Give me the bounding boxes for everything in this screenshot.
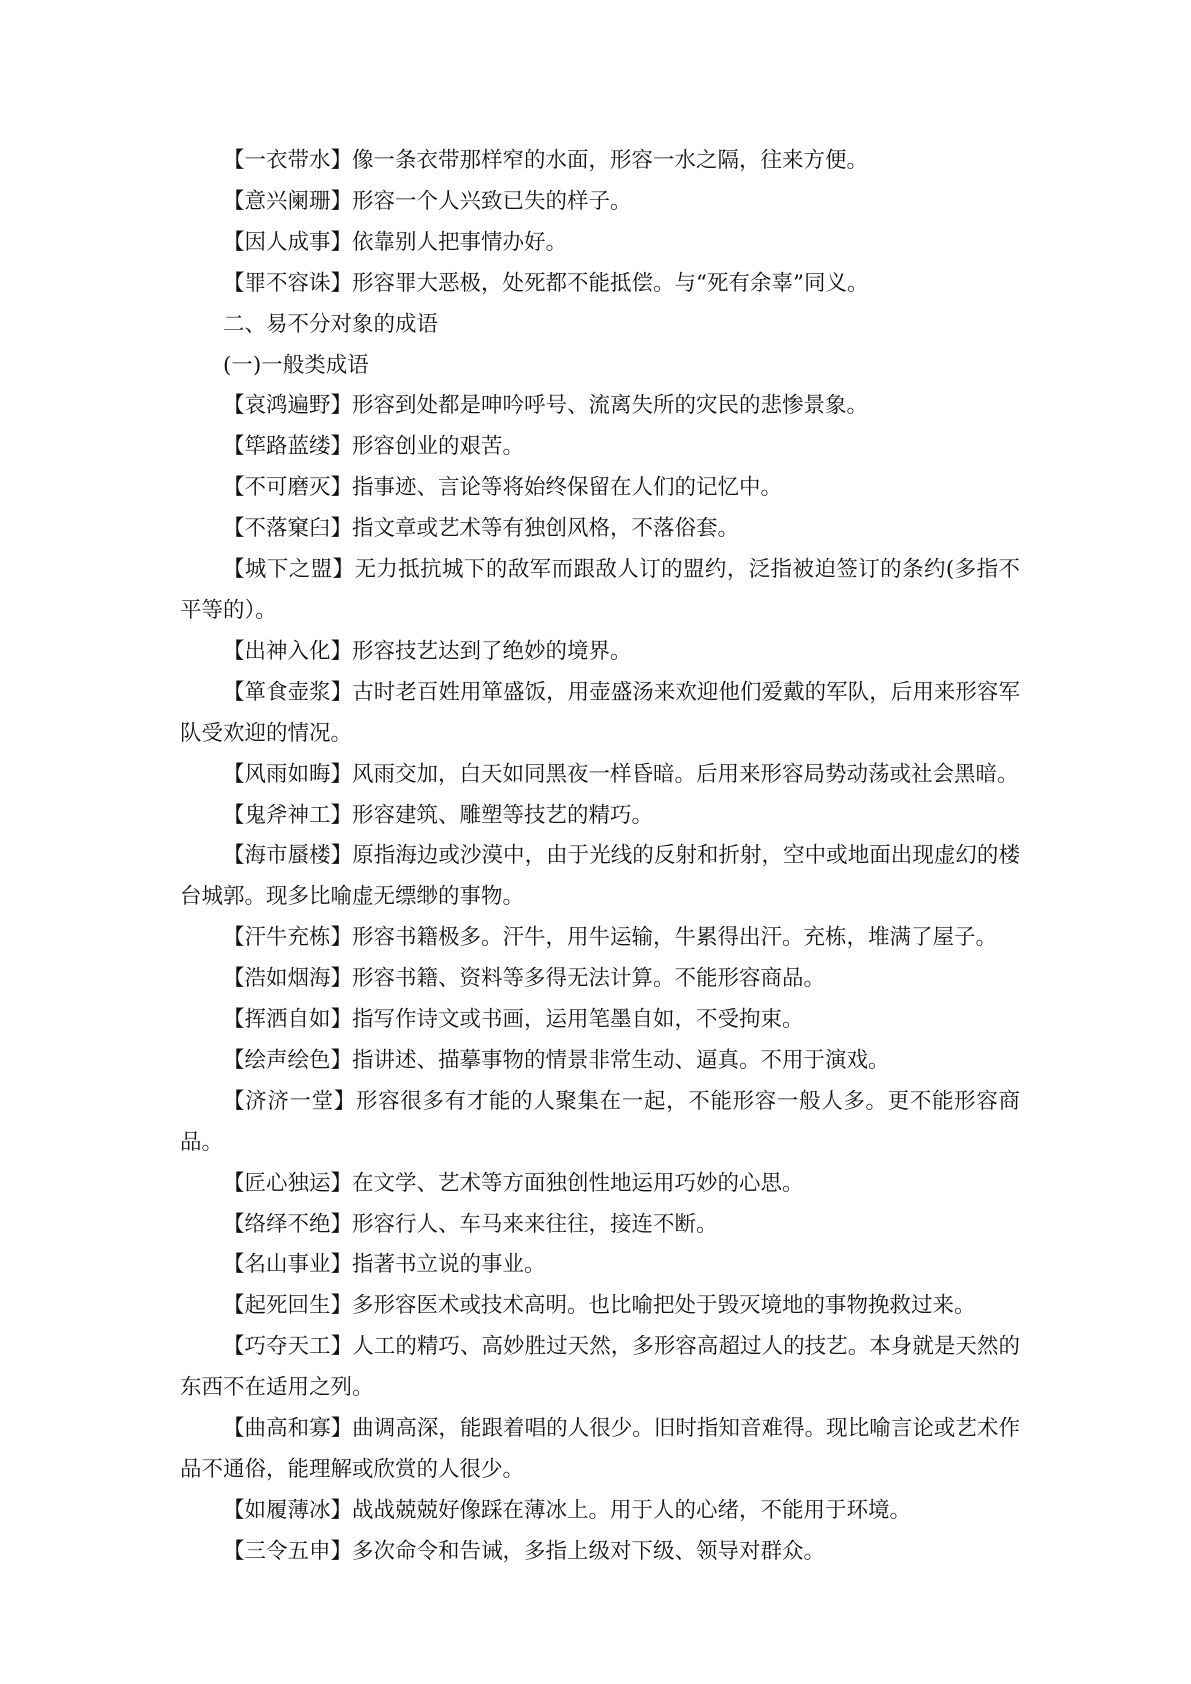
idiom-term: 【筚路蓝缕】	[223, 434, 353, 460]
idiom-entry	[180, 427, 1020, 468]
idiom-definition: 多次命令和告诫，多指上级对下级、领导对群众。	[352, 1538, 826, 1564]
idiom-definition: 形容很多有才能的人聚集在一起，不能形容一般人多。更不能形容商品。	[180, 1088, 1020, 1155]
idiom-definition: 曲调高深，能跟着唱的人很少。旧时指知音难得。现比喻言论或艺术作品不通俗，能理解或欣赏的人很少。	[180, 1416, 1020, 1482]
idiom-definition: 指事迹、言论等将始终保留在人们的记忆中。	[352, 475, 783, 501]
idiom-entry	[180, 1409, 1020, 1491]
idiom-definition: 形容书籍、资料等多得无法计算。不能形容商品。	[352, 966, 826, 992]
idiom-term: 【不落窠臼】	[223, 516, 353, 542]
idiom-definition: 在文学、艺术等方面独创性地运用巧妙的心思。	[352, 1170, 804, 1196]
idiom-term: 【一衣带水】	[223, 148, 353, 173]
idiom-term: 【绘声绘色】	[223, 1047, 353, 1073]
idiom-term: 【海市蜃楼】	[223, 843, 353, 869]
idiom-entry	[180, 1286, 1020, 1327]
idiom-entry	[180, 796, 1020, 837]
idiom-term: 【出神入化】	[223, 638, 353, 664]
idiom-entry	[180, 264, 1020, 305]
idiom-definition: 形容建筑、雕塑等技艺的精巧。	[352, 802, 654, 828]
idiom-term: 【济济一堂】	[223, 1088, 356, 1114]
idiom-definition: 指讲述、描摹事物的情景非常生动、逼真。不用于演戏。	[352, 1047, 890, 1073]
idiom-entry	[180, 1164, 1020, 1205]
idiom-entry	[180, 141, 1020, 182]
idiom-entry	[180, 673, 1020, 755]
section-heading	[180, 346, 1020, 387]
idiom-term: 【风雨如晦】	[223, 761, 353, 787]
idiom-term: 【如履薄冰】	[223, 1497, 353, 1523]
idiom-definition: 多形容医术或技术高明。也比喻把处于毁灭境地的事物挽救过来。	[352, 1293, 976, 1319]
idiom-term: 【鬼斧神工】	[223, 802, 353, 828]
idiom-entry	[180, 1000, 1020, 1041]
idiom-entry	[180, 959, 1020, 1000]
idiom-term: 【箪食壶浆】	[223, 679, 353, 705]
section-heading	[180, 305, 1020, 346]
idiom-term: 【意兴阑珊】	[223, 188, 353, 214]
idiom-term: 【曲高和寡】	[223, 1416, 353, 1442]
idiom-entry	[180, 182, 1020, 223]
idiom-definition: 原指海边或沙漠中，由于光线的反射和折射，空中或地面出现虚幻的楼台城郭。现多比喻虚无缥缈的事物。	[180, 843, 1020, 910]
heading-text: 二、易不分对象的成语	[223, 311, 439, 337]
idiom-term: 【挥洒自如】	[223, 1007, 353, 1033]
idiom-definition: 指写作诗文或书画，运用笔墨自如，不受拘束。	[352, 1007, 804, 1033]
idiom-definition: 形容一个人兴致已失的样子。	[352, 188, 632, 214]
idiom-entry	[180, 1245, 1020, 1286]
idiom-term: 【起死回生】	[223, 1293, 353, 1319]
idiom-entry	[180, 755, 1020, 796]
idiom-definition: 风雨交加，白天如同黑夜一样昏暗。后用来形容局势动荡或社会黑暗。	[352, 761, 1019, 787]
idiom-entry	[180, 1532, 1020, 1573]
idiom-entry	[180, 468, 1020, 509]
idiom-entry	[180, 836, 1020, 918]
idiom-definition: 形容行人、车马来来往往，接连不断。	[352, 1211, 718, 1237]
idiom-entry	[180, 1327, 1020, 1409]
idiom-entry	[180, 632, 1020, 673]
idiom-entry	[180, 550, 1020, 632]
idiom-term: 【因人成事】	[223, 229, 353, 255]
idiom-term: 【三令五申】	[223, 1538, 353, 1564]
idiom-definition: 指文章或艺术等有独创风格，不落俗套。	[352, 516, 740, 542]
idiom-definition: 人工的精巧、高妙胜过天然，多形容高超过人的技艺。本身就是天然的东西不在适用之列。	[180, 1334, 1020, 1401]
idiom-definition: 像一条衣带那样窄的水面，形容一水之隔，往来方便。	[352, 148, 869, 173]
idiom-term: 【匠心独运】	[223, 1170, 353, 1196]
idiom-definition: 依靠别人把事情办好。	[352, 229, 568, 255]
idiom-entry	[180, 1082, 1020, 1164]
idiom-term: 【不可磨灭】	[223, 475, 353, 501]
idiom-definition: 形容创业的艰苦。	[352, 434, 525, 460]
idiom-entry	[180, 1205, 1020, 1246]
idiom-definition: 无力抵抗城下的敌军而跟敌人订的盟约，泛指被迫签订的条约(多指不平等的）。	[180, 557, 1020, 623]
idiom-term: 【浩如烟海】	[223, 966, 353, 992]
idiom-definition: 形容书籍极多。汗牛，用牛运输，牛累得出汗。充栋，堆满了屋子。	[352, 925, 998, 951]
idiom-entry	[180, 386, 1020, 427]
idiom-entry	[180, 223, 1020, 264]
idiom-term: 【汗牛充栋】	[223, 925, 353, 951]
idiom-definition: 形容到处都是呻吟呼号、流离失所的灾民的悲惨景象。	[352, 393, 869, 419]
idiom-term: 【哀鸿遍野】	[223, 393, 353, 419]
idiom-entry	[180, 509, 1020, 550]
idiom-term: 【名山事业】	[223, 1252, 353, 1278]
idiom-entry	[180, 1491, 1020, 1532]
idiom-entry	[180, 1041, 1020, 1082]
idiom-definition: 古时老百姓用箪盛饭，用壶盛汤来欢迎他们爱戴的军队，后用来形容军队受欢迎的情况。	[180, 679, 1020, 746]
document-body	[180, 141, 1020, 1573]
idiom-definition: 战战兢兢好像踩在薄冰上。用于人的心绪，不能用于环境。	[352, 1497, 912, 1523]
idiom-definition: 形容技艺达到了绝妙的境界。	[352, 638, 632, 664]
heading-text: (一)一般类成语	[223, 352, 369, 378]
idiom-entry	[180, 918, 1020, 959]
idiom-definition: 指著书立说的事业。	[352, 1252, 546, 1278]
idiom-term: 【城下之盟】	[223, 557, 355, 583]
idiom-term: 【巧夺天工】	[223, 1334, 353, 1360]
idiom-definition: 形容罪大恶极，处死都不能抵偿。与“死有余辜”同义。	[352, 270, 869, 296]
idiom-term: 【络绎不绝】	[223, 1211, 353, 1237]
idiom-term: 【罪不容诛】	[223, 270, 353, 296]
